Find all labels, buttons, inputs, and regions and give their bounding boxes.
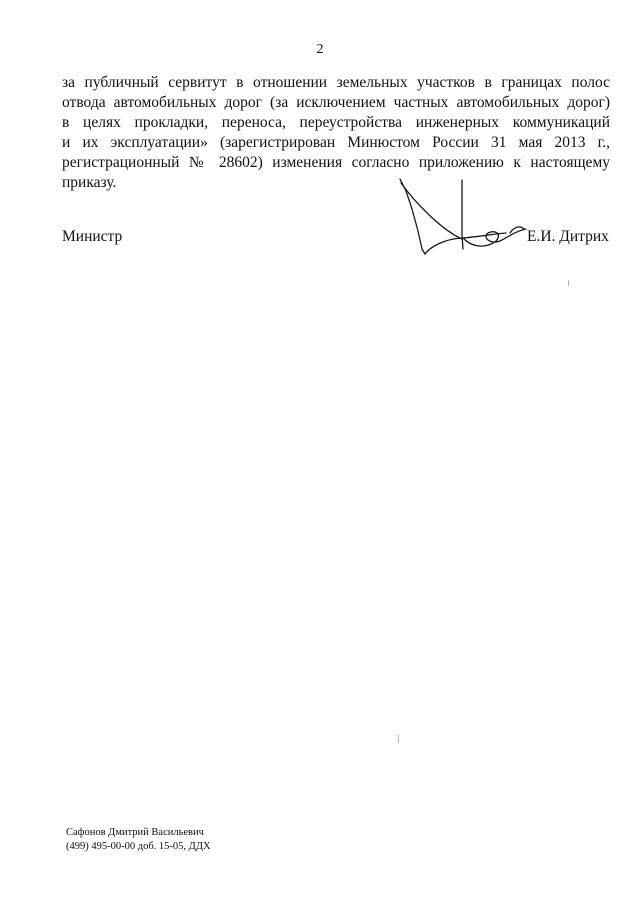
executor-name: Сафонов Дмитрий Васильевич bbox=[66, 827, 204, 838]
paragraph-line: отвода автомобильных дорог (за исключением частных автомобильных дорог) bbox=[62, 94, 610, 111]
paragraph-line: за публичный сервитут в отношении земельных участков в границах полос bbox=[62, 74, 610, 91]
signatory-name: Е.И. Дитрих bbox=[527, 228, 609, 245]
paragraph-line: регистрационный № 28602) изменения согласно приложению к настоящему bbox=[62, 154, 610, 171]
scan-speck bbox=[568, 280, 569, 286]
handwritten-signature bbox=[392, 175, 532, 260]
page-number: 2 bbox=[316, 42, 324, 57]
paragraph-line: приказу. bbox=[62, 174, 117, 191]
executor-info bbox=[66, 826, 211, 854]
signatory-role: Министр bbox=[62, 228, 123, 245]
paragraph-line: в целях прокладки, переноса, переустройства инженерных коммуникаций bbox=[62, 114, 610, 131]
paragraph-line: и их эксплуатации» (зарегистрирован Минюстом России 31 мая 2013 г., bbox=[62, 134, 610, 151]
scan-speck bbox=[398, 735, 399, 743]
executor-phone: (499) 495-00-00 доб. 15-05, ДДХ bbox=[66, 841, 211, 852]
